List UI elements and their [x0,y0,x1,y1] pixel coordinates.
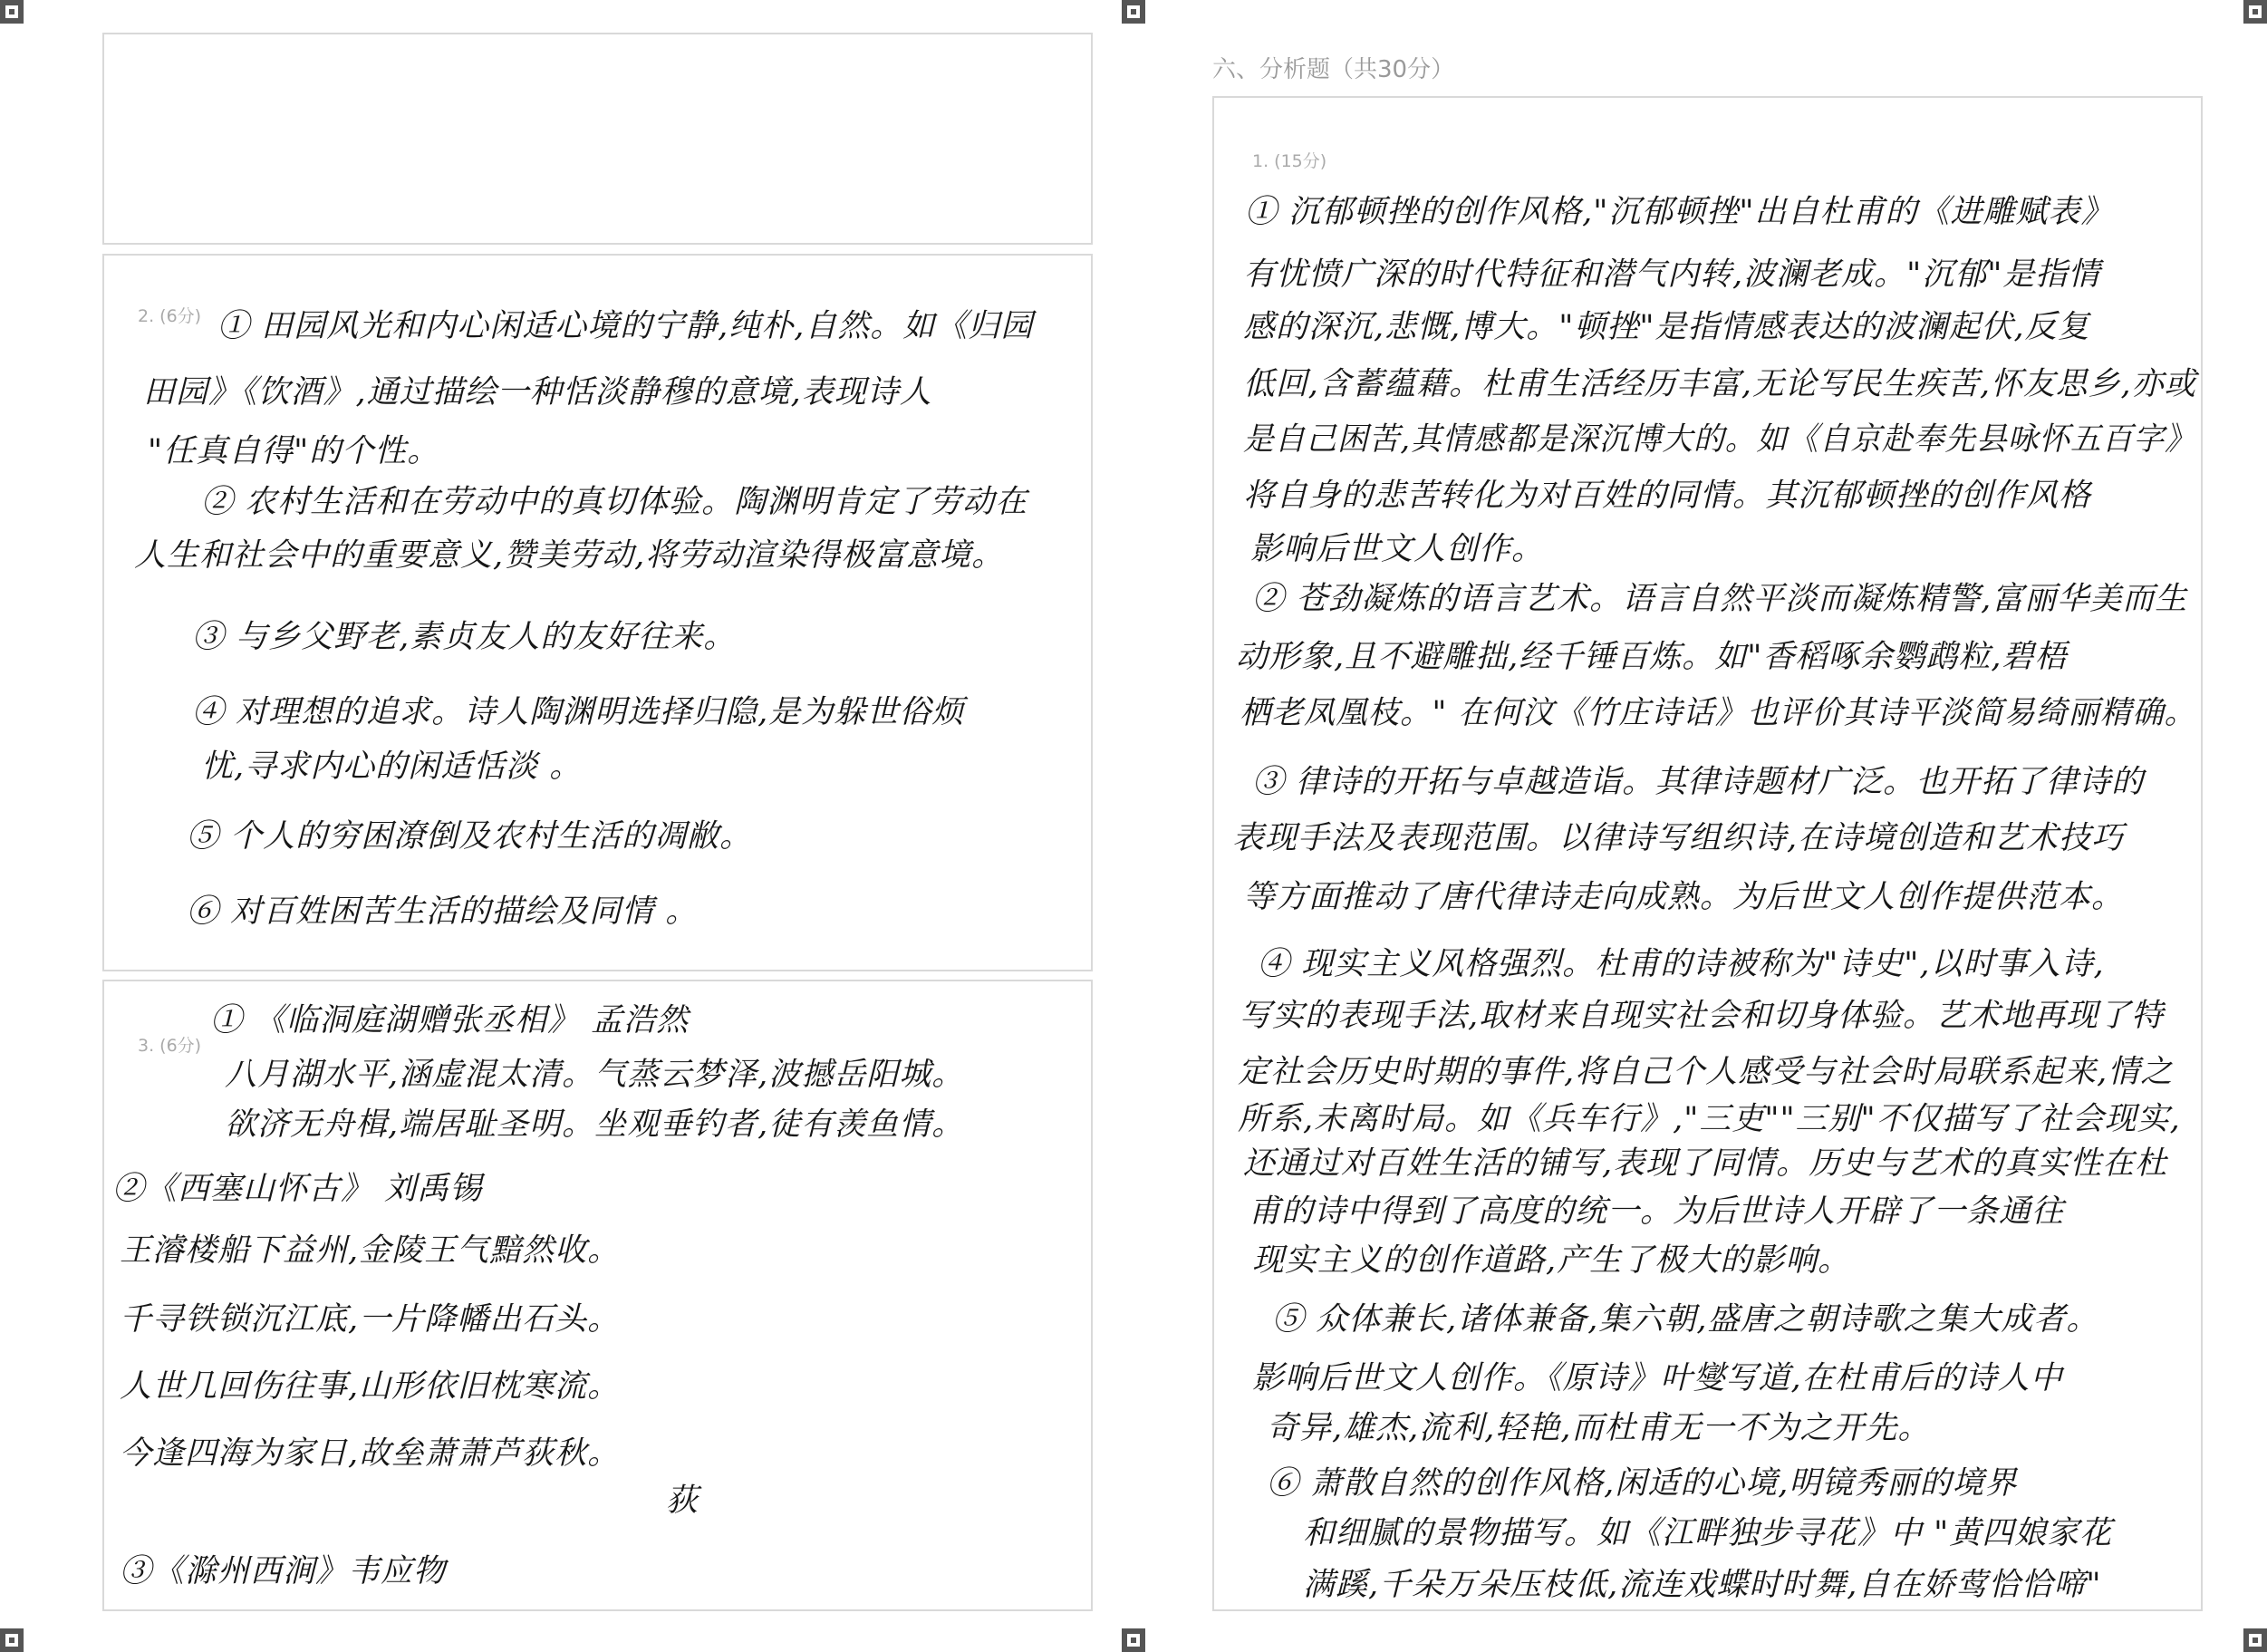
q1-line-3: 感的深沉,悲慨,博大。"顿挫"是指情感表达的波澜起伏,反复 [1243,309,2090,345]
q1-line-10: 栖老凤凰枝。" 在何汶《竹庄诗话》也评价其诗平淡简易绮丽精确。 [1240,695,2197,731]
answer-box-previous-blank [102,33,1093,245]
q3-line-7: 人世几回伤往事,山形依旧枕寒流。 [120,1368,621,1405]
q1-line-7: 影响后世文人创作。 [1250,531,1545,567]
q2-line-6: ③ 与乡父野老,素贞友人的友好往来。 [192,619,737,655]
q2-line-5: 人生和社会中的重要意义,赞美劳动,将劳动渲染得极富意境。 [134,537,1005,574]
q2-line-9: ⑤ 个人的穷困潦倒及农村生活的凋敝。 [187,818,753,855]
q1-line-13: 等方面推动了唐代律诗走向成熟。为后世文人创作提供范本。 [1243,879,2125,915]
q1-line-16: 定社会历史时期的事件,将自己个人感受与社会时局联系起来,情之 [1238,1054,2174,1090]
q1-line-8: ② 苍劲凝炼的语言艺术。语言自然平淡而凝炼精警,富丽华美而生 [1252,581,2188,617]
corner-mark-bottom-right [2243,1628,2267,1652]
q1-line-12: 表现手法及表现范围。以律诗写组织诗,在诗境创造和艺术技巧 [1232,820,2125,856]
q3-line-10: ③《滁州西涧》韦应物 [120,1553,447,1589]
q3-line-8: 今逢四海为家日,故垒萧萧芦荻秋。 [120,1435,621,1472]
q1-line-4: 低回,含蓄蕴藉。杜甫生活经历丰富,无论写民生疾苦,怀友思乡,亦或 [1243,366,2197,402]
q3-line-4: ②《西塞山怀古》 刘禹锡 [112,1171,483,1207]
q1-line-26: 满蹊,千朵万朵压枝低,流连戏蝶时时舞,自在娇莺恰恰啼" [1303,1567,2102,1603]
corner-mark-top-left [0,0,24,24]
q1-line-14: ④ 现实主义风格强烈。杜甫的诗被称为"诗史",以时事入诗, [1258,946,2105,982]
q1-line-6: 将自身的悲苦转化为对百姓的同情。其沉郁顿挫的创作风格 [1243,478,2092,514]
q1-line-18: 还通过对百姓生活的铺写,表现了同情。历史与艺术的真实性在杜 [1243,1145,2168,1182]
q2-line-10: ⑥ 对百姓困苦生活的描绘及同情 。 [187,894,699,930]
q1-line-24: ⑥ 萧散自然的创作风格,闲适的心境,明镜秀丽的境界 [1267,1465,2018,1502]
q3-line-5: 王濬楼船下益州,金陵王气黯然收。 [120,1232,621,1269]
q2-line-2: 田园》《饮酒》,通过描绘一种恬淡静穆的意境,表现诗人 [143,374,932,411]
q1-line-17: 所系,未离时局。如《兵车行》,"三吏""三别"不仅描写了社会现实, [1238,1101,2181,1137]
q2-line-7: ④ 对理想的追求。诗人陶渊明选择归隐,是为躲世俗烦 [192,694,965,730]
q1-line-23: 奇异,雄杰,流利,轻艳,而杜甫无一不为之开先。 [1267,1410,1931,1446]
q2-line-1: ① 田园风光和内心闲适心境的宁静,纯朴,自然。如《归园 [217,308,1034,344]
q1-line-22: 影响后世文人创作。《原诗》叶燮写道,在杜甫后的诗人中 [1252,1360,2063,1396]
section-title: 六、分析题（共30分） [1212,56,1455,83]
q3-line-6: 千寻铁锁沉江底,一片降幡出石头。 [120,1301,621,1338]
q3-line-3: 欲济无舟楫,端居耻圣明。坐观垂钓者,徒有羡鱼情。 [225,1106,965,1143]
corner-mark-top-right [2243,0,2267,24]
q2-line-4: ② 农村生活和在劳动中的真切体验。陶渊明肯定了劳动在 [201,484,1028,520]
q1-line-21: ⑤ 众体兼长,诸体兼备,集六朝,盛唐之朝诗歌之集大成者。 [1272,1301,2099,1338]
q1-line-9: 动形象,且不避雕拙,经千锤百炼。如"香稻啄余鹦鹉粒,碧梧 [1236,639,2068,675]
q2-line-8: 忧,寻求内心的闲适恬淡 。 [201,749,583,785]
q3-line-1: ① 《临洞庭湖赠张丞相》 孟浩然 [210,1002,690,1039]
q1-label: 1. (15分) [1252,151,1327,171]
q1-line-20: 现实主义的创作道路,产生了极大的影响。 [1252,1242,1851,1279]
q1-line-5: 是自己困苦,其情感都是深沉博大的。如《自京赴奉先县咏怀五百字》 [1243,421,2196,458]
corner-mark-bottom-center [1122,1628,1145,1652]
q1-line-19: 甫的诗中得到了高度的统一。为后世诗人开辟了一条通往 [1249,1193,2065,1230]
q3-line-9-correction: 荻 [666,1483,699,1519]
q2-line-3: "任真自得"的个性。 [148,433,440,469]
corner-mark-top-center [1122,0,1145,24]
q1-line-2: 有忧愤广深的时代特征和潜气内转,波澜老成。"沉郁"是指情 [1243,256,2101,293]
q2-label: 2. (6分) [138,306,202,326]
q1-line-1: ① 沉郁顿挫的创作风格,"沉郁顿挫"出自杜甫的《进雕赋表》 [1245,194,2114,230]
q3-label: 3. (6分) [138,1036,202,1056]
q1-line-25: 和细腻的景物描写。如《江畔独步寻花》中 "黄四娘家花 [1303,1515,2113,1551]
q1-line-15: 写实的表现手法,取材来自现实社会和切身体验。艺术地再现了特 [1240,998,2165,1034]
corner-mark-bottom-left [0,1628,24,1652]
q3-line-2: 八月湖水平,涵虚混太清。气蒸云梦泽,波撼岳阳城。 [225,1057,965,1093]
q1-line-11: ③ 律诗的开拓与卓越造诣。其律诗题材广泛。也开拓了律诗的 [1252,764,2145,800]
